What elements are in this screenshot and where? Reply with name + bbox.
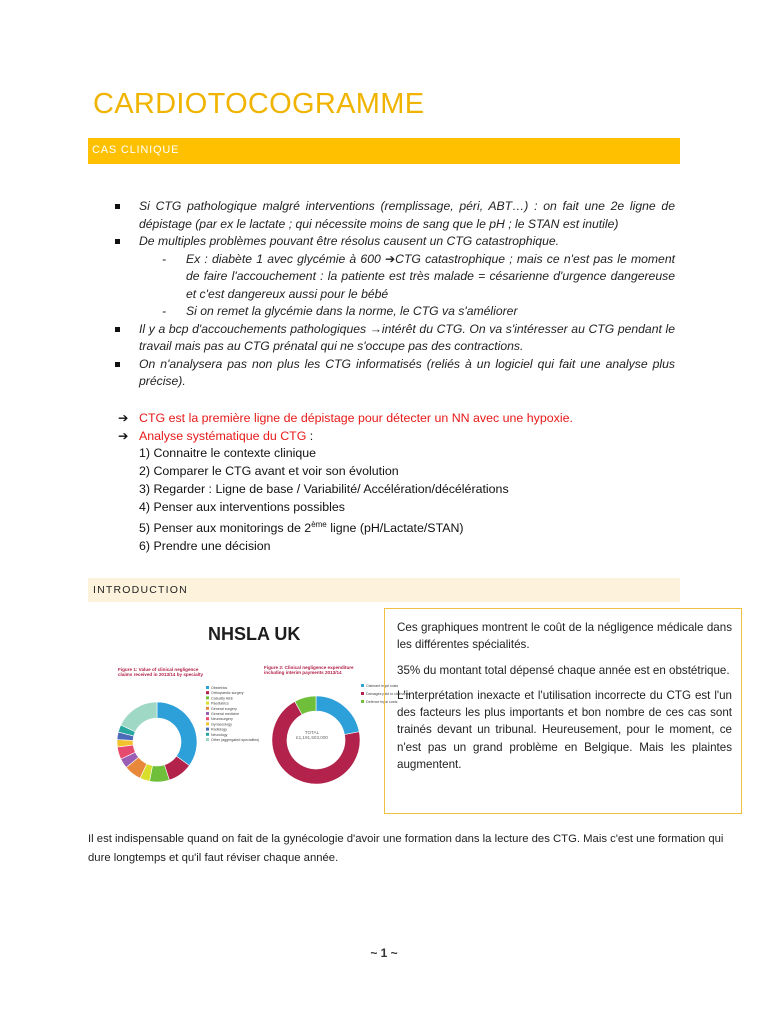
pie-chart-specialty xyxy=(117,702,197,782)
legend-label: Defence legal costs xyxy=(366,700,398,704)
figure-1-title: Figure 1: Value of clinical negligence claims received in 2013/14 by specialty xyxy=(118,667,204,678)
key-point-red: ➔ CTG est la première ligne de dépistage pour détecter un NN avec une hypoxie. xyxy=(118,410,678,428)
pie-slice-obstetrics xyxy=(157,702,197,766)
list-item: De multiples problèmes pouvant être résolus causent un CTG catastrophique. xyxy=(112,233,675,251)
box-paragraph: L'interprétation inexacte et l'utilisation incorrecte du CTG est l'un des facteurs les plus importants et bon nombre de ces cas sont trainés devant un tribunal. Heureusement, pour le moment, ce n'est pas un grand problème en Belgique. Mais les plaintes augmentent. xyxy=(397,688,732,772)
legend-label: Damages paid to claimants xyxy=(366,692,410,696)
figure-2-center-label: TOTAL £1,191,503,000 xyxy=(296,730,328,741)
page-title: CARDIOTOCOGRAMME xyxy=(93,88,425,120)
explanation-box xyxy=(384,608,742,814)
step-5: 5) Penser aux monitorings de 2ème ligne (pH/Lactate/STAN) xyxy=(139,520,464,536)
box-paragraph: Ces graphiques montrent le coût de la négligence médicale dans les différentes spécialités. xyxy=(397,621,732,652)
legend-swatch xyxy=(206,712,209,715)
step-6: 6) Prendre une décision xyxy=(139,539,271,554)
section-label: CAS CLINIQUE xyxy=(92,144,180,156)
step-1: 1) Connaitre le contexte clinique xyxy=(139,446,317,461)
legend-swatch xyxy=(206,707,209,710)
legend-swatch xyxy=(206,738,209,741)
legend-swatch xyxy=(206,686,209,689)
arrow-right-icon: ➔ xyxy=(118,411,129,425)
legend-label: Neurosurgery xyxy=(211,717,233,722)
legend-swatch xyxy=(206,728,209,731)
list-item: On n'analysera pas non plus les CTG informatisés (reliés à un logiciel qui fait une analyse plus précise). xyxy=(112,356,675,391)
legend-label: Paediatrics xyxy=(211,701,229,706)
sub-list-item: - Si on remet la glycémie dans la norme, le CTG va s'améliorer xyxy=(112,303,675,321)
negligence-charts xyxy=(112,660,410,790)
page-number: ~ 1 ~ xyxy=(370,946,398,960)
step-4: 4) Penser aux interventions possibles xyxy=(139,499,345,514)
key-point-analysis: ➔ Analyse systématique du CTG : xyxy=(118,428,678,446)
figure-heading: NHSLA UK xyxy=(208,624,301,644)
legend-label: General medicine xyxy=(211,712,240,716)
legend-label: Gynaecology xyxy=(211,722,232,727)
body-paragraph: Il est indispensable quand on fait de la gynécologie d'avoir une formation dans la lecture des CTG. Mais c'est une formation qui dure longtemps et qu'il faut réviser chaque année. xyxy=(88,833,724,864)
legend-swatch xyxy=(361,700,364,703)
legend-swatch xyxy=(206,702,209,705)
legend-label: Neurology xyxy=(211,732,228,737)
legend-label: Orthopaedic surgery xyxy=(211,691,244,696)
legend-label: Claimant legal costs xyxy=(366,684,399,688)
list-item: Il y a bcp d'accouchements pathologiques →intérêt du CTG. On va s'intéresser au CTG pendant le travail mais pas au CTG prénatal qui ne s'occupe pas des contractions. xyxy=(112,321,675,356)
legend-swatch xyxy=(361,692,364,695)
step-3: 3) Regarder : Ligne de base / Variabilité/ Accélération/décélérations xyxy=(139,481,509,496)
legend-label: Obstetrics xyxy=(211,686,228,690)
legend-label: Radiology xyxy=(211,727,227,732)
pie-slice-other-aggregated-specialties- xyxy=(121,702,157,732)
legend-swatch xyxy=(206,733,209,736)
legend-swatch xyxy=(206,722,209,725)
key-points xyxy=(118,410,678,556)
step-2: 2) Comparer le CTG avant et voir son évolution xyxy=(139,464,399,479)
legend-swatch xyxy=(206,696,209,699)
legend-label: General surgery xyxy=(211,706,237,711)
figure-2-title: Figure 2: Clinical negligence expenditure including interim payments 2013/14 xyxy=(264,665,354,676)
legend-swatch xyxy=(206,691,209,694)
list-item: Si CTG pathologique malgré interventions (remplissage, péri, ABT…) : on fait une 2e ligne de dépistage (par ex le lactate ; qui nécessite moins de sang que le pH ; le STAN est inutile) xyxy=(112,198,675,233)
legend-swatch xyxy=(206,717,209,720)
section-label: INTRODUCTION xyxy=(93,584,188,596)
analysis-heading: Analyse systématique du CTG xyxy=(139,428,307,443)
sub-list-item: - Ex : diabète 1 avec glycémie à 600 ➔CTG catastrophique ; mais ce n'est pas le moment de faire l'accouchement : la patiente est très malade = césarienne d'urgence dangereuse et c'est dangereux aussi pour le bébé xyxy=(112,251,675,304)
arrow-right-icon: ➔ xyxy=(118,428,129,443)
bullet-list xyxy=(112,198,675,391)
pie-slice-claimant-legal-costs xyxy=(316,696,359,735)
legend-specialty xyxy=(206,686,259,742)
legend-label: Other (aggregated specialties) xyxy=(211,738,260,742)
box-paragraph: 35% du montant total dépensé chaque année est en obstétrique. xyxy=(397,663,730,677)
legend-label: Casualty A&E xyxy=(211,696,233,701)
section-banner-cas-clinique xyxy=(88,138,680,164)
section-banner-introduction xyxy=(88,578,680,602)
legend-swatch xyxy=(361,684,364,687)
